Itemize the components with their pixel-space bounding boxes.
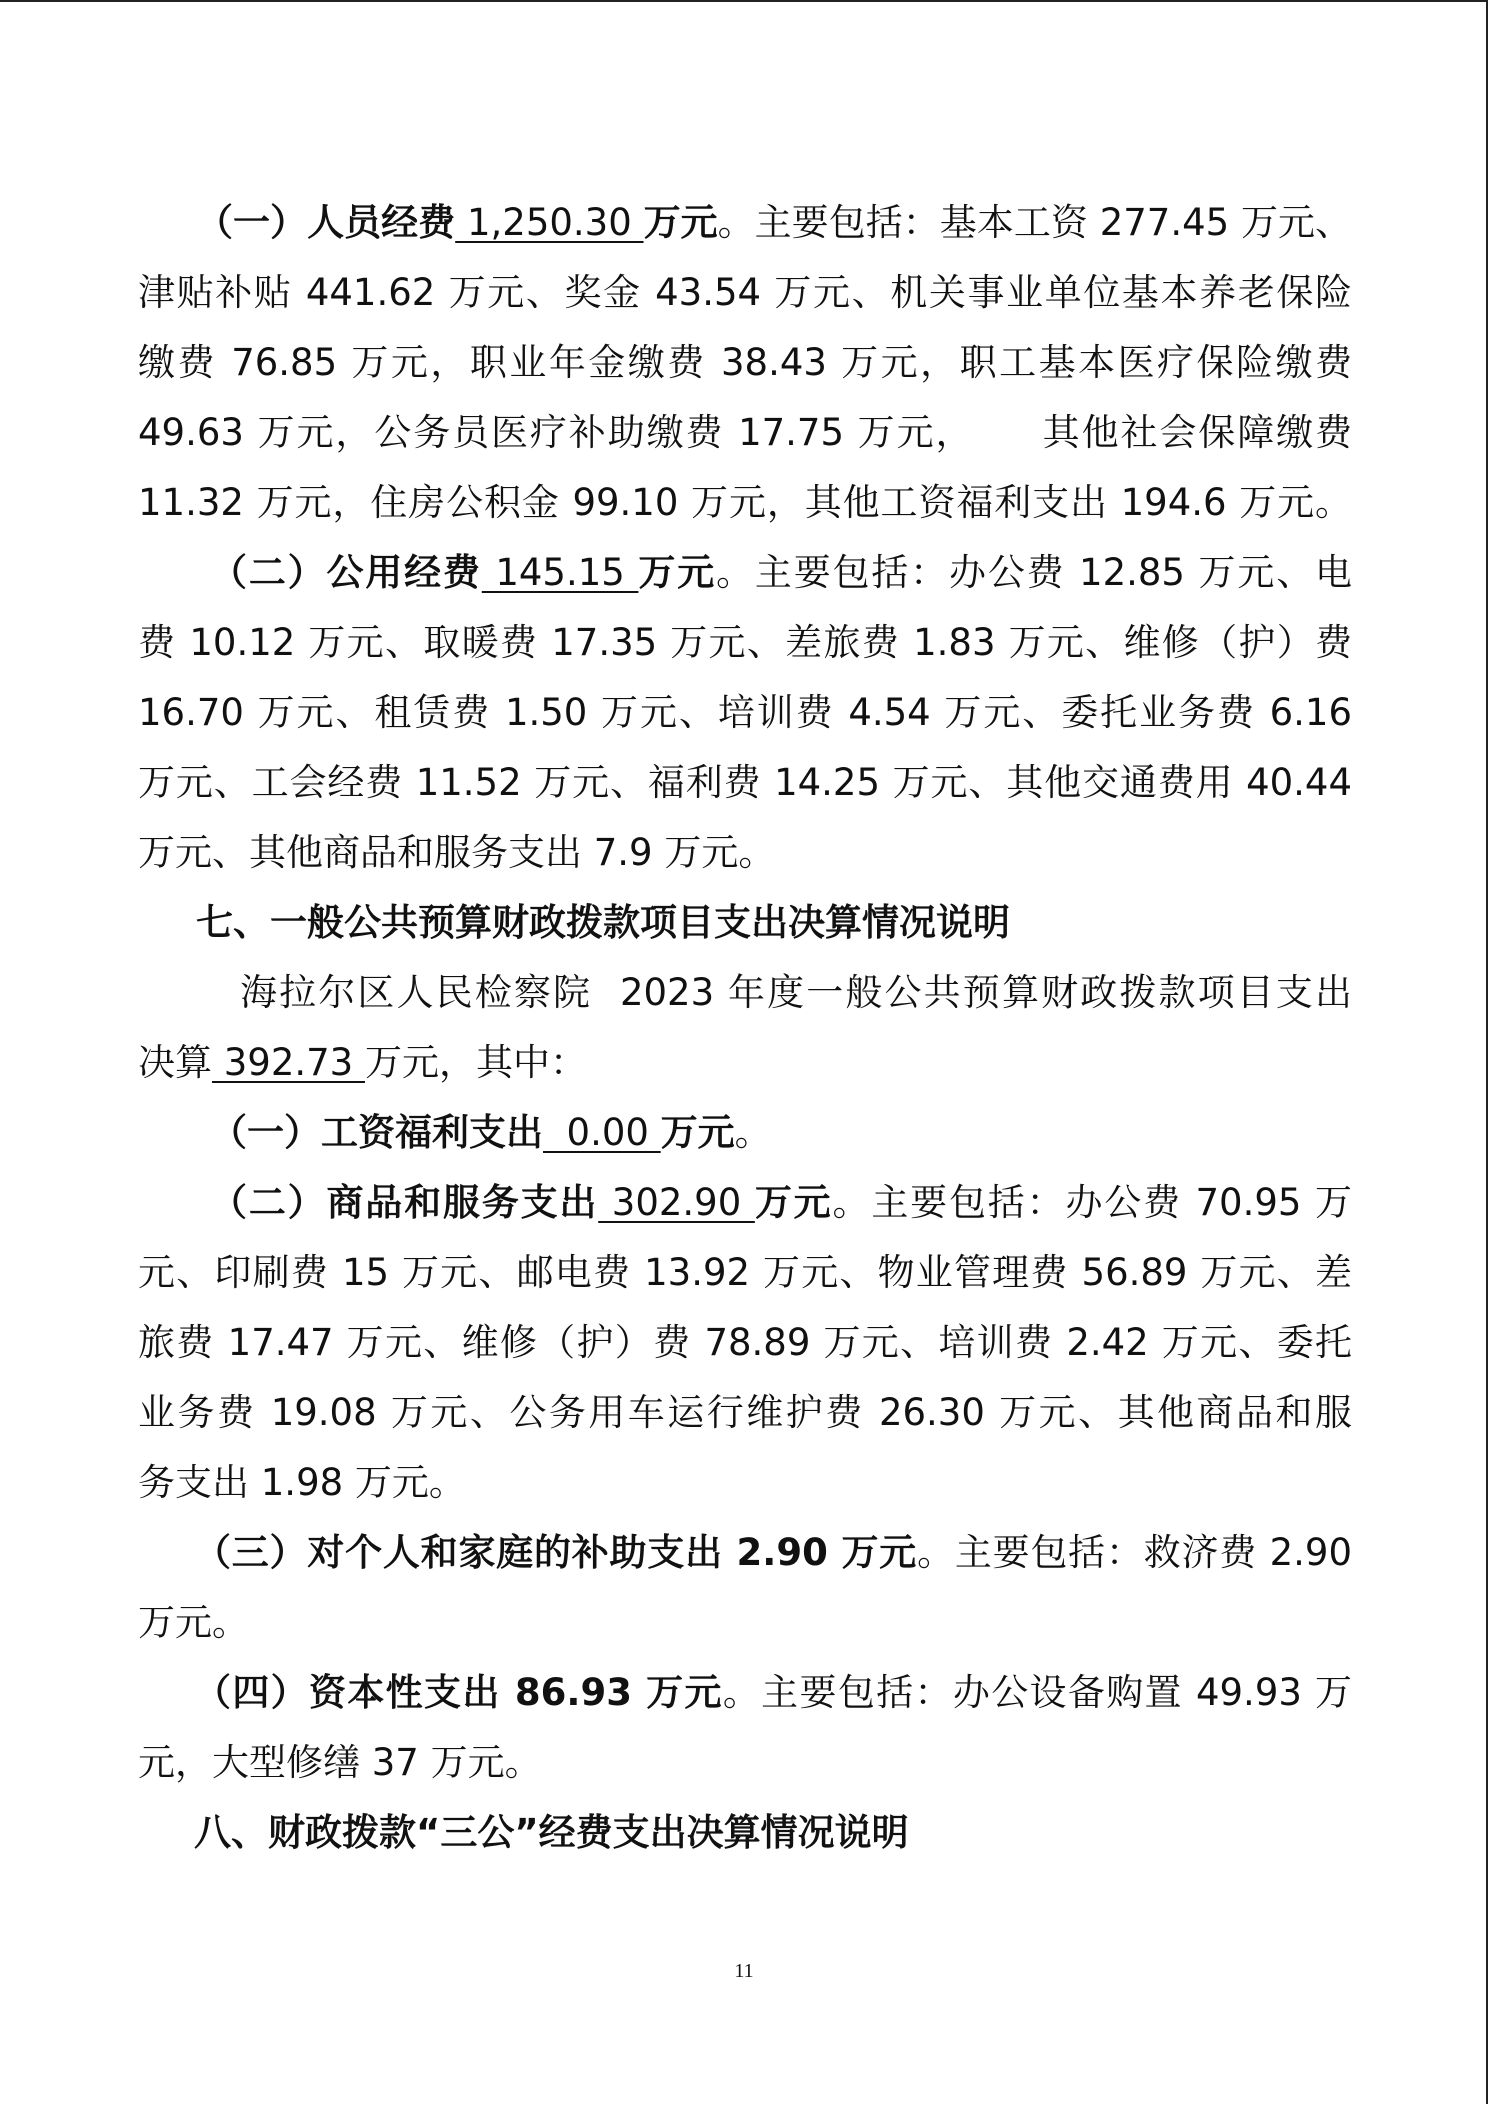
wage-welfare-label: （一）工资福利支出 [210,1111,543,1154]
capital-expenditure-details: 。主要包括：办公设备购置 49.93 万 [722,1671,1352,1714]
personnel-expense-line-4: 49.63 万元，公务员医疗补助缴费 17.75 万元， 其他社会保障缴费 [138,411,1352,454]
public-expense-amount: 145.15 [481,551,639,594]
household-subsidy-label: （三）对个人和家庭的补助支出 2.90 万元 [194,1531,918,1574]
section-heading-8: 八、财政拨款“三公”经费支出决算情况说明 [194,1811,909,1854]
household-subsidy-details: 。主要包括：救济费 2.90 [917,1531,1352,1574]
project-expenditure-line-2 [138,1028,1352,1098]
public-expense-line-2: 费 10.12 万元、取暖费 17.35 万元、差旅费 1.83 万元、维修（护）费 [138,621,1352,664]
capital-expenditure-label: （四）资本性支出 86.93 万元 [194,1671,723,1714]
project-expenditure-line-1: 海拉尔区人民检察院 2023 年度一般公共预算财政拨款项目支出 [240,971,1352,1014]
personnel-expense-unit: 万元 [643,201,718,244]
personnel-expense-line-1 [138,188,1352,258]
goods-services-details: 。主要包括：办公费 70.95 万 [832,1181,1352,1224]
document-body [138,188,1352,1868]
goods-services-line-2: 元、印刷费 15 万元、邮电费 13.92 万元、物业管理费 56.89 万元、差 [138,1251,1352,1294]
public-expense-details: 。主要包括：办公费 12.85 万元、电 [716,551,1352,594]
goods-services-unit: 万元 [754,1181,833,1224]
goods-services-line-1 [138,1168,1352,1238]
goods-services-label: （二）商品和服务支出 [210,1181,599,1224]
public-expense-line-1 [138,538,1352,608]
project-expenditure-label: 决算 [138,1041,212,1084]
public-expense-line-3: 16.70 万元、租赁费 1.50 万元、培训费 4.54 万元、委托业务费 6.16 [138,691,1352,734]
public-expense-line-5: 万元、其他商品和服务支出 7.9 万元。 [138,831,776,874]
project-expenditure-amount: 392.73 [212,1041,365,1084]
wage-welfare-unit: 万元 [660,1111,735,1154]
personnel-expense-details: 。主要包括：基本工资 277.45 万元、 [717,201,1352,244]
personnel-expense-line-2: 津贴补贴 441.62 万元、奖金 43.54 万元、机关事业单位基本养老保险 [138,271,1352,314]
project-expenditure-rest: 万元，其中： [365,1041,587,1084]
goods-services-line-5: 务支出 1.98 万元。 [138,1461,466,1504]
goods-services-amount: 302.90 [598,1181,755,1224]
wage-welfare-amount: 0.00 [543,1111,661,1154]
goods-services-line-3: 旅费 17.47 万元、维修（护）费 78.89 万元、培训费 2.42 万元、委托 [138,1321,1352,1364]
public-expense-unit: 万元 [638,551,717,594]
page-number: 11 [734,1960,754,1982]
wage-welfare-line [138,1098,1352,1168]
household-subsidy-line-2: 万元。 [138,1601,249,1644]
section-heading-7: 七、一般公共预算财政拨款项目支出决算情况说明 [196,901,1010,944]
public-expense-line-4: 万元、工会经费 11.52 万元、福利费 14.25 万元、其他交通费用 40.44 [138,761,1352,804]
wage-welfare-rest: 。 [734,1111,772,1154]
capital-expenditure-line-2: 元，大型修缮 37 万元。 [138,1741,542,1784]
personnel-expense-amount: 1,250.30 [455,201,644,244]
personnel-expense-line-3: 缴费 76.85 万元，职业年金缴费 38.43 万元，职工基本医疗保险缴费 [138,341,1352,384]
personnel-expense-line-5: 11.32 万元，住房公积金 99.10 万元，其他工资福利支出 194.6 万元。 [138,481,1352,524]
capital-expenditure-line-1 [138,1658,1352,1728]
personnel-expense-label: （一）人员经费 [196,201,456,244]
goods-services-line-4: 业务费 19.08 万元、公务用车运行维护费 26.30 万元、其他商品和服 [138,1391,1352,1434]
page-border-top [0,0,1488,2]
household-subsidy-line-1 [138,1518,1352,1588]
public-expense-label: （二）公用经费 [210,551,482,594]
